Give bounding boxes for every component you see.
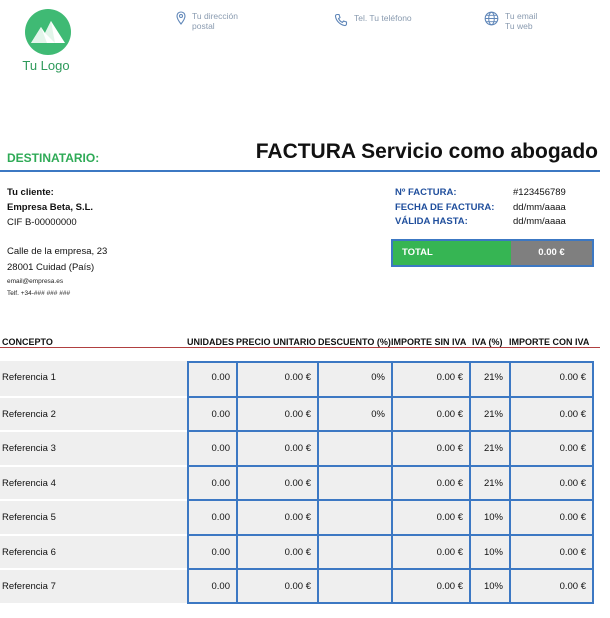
cell-descuento: 0% — [371, 408, 385, 420]
cell-descuento — [319, 570, 391, 603]
table-row — [0, 534, 594, 569]
total-box — [391, 239, 594, 267]
cell-iva: 21% — [483, 408, 503, 420]
client-company: Empresa Beta, S.L. — [7, 202, 94, 213]
header-importe-con-iva: IMPORTE CON IVA — [509, 337, 590, 347]
phone-block — [334, 13, 412, 27]
row-separator — [188, 534, 594, 536]
cell-iva: 10% — [483, 512, 503, 523]
web-text: Tu web — [505, 21, 533, 31]
cell-precio: 0.00 € — [284, 372, 311, 383]
cell-iva: 10% — [483, 581, 503, 592]
cell-concepto: Referencia 4 — [2, 477, 56, 489]
invoice-number: #123456789 — [513, 187, 566, 198]
cell-importe-con-iva: 0.00 € — [559, 512, 586, 523]
cell-importe-con-iva: 0.00 € — [559, 443, 586, 454]
header-unidades: UNIDADES — [187, 337, 235, 347]
client-cif: CIF B-00000000 — [7, 217, 77, 228]
cell-importe-con-iva: 0.00 € — [559, 477, 586, 489]
cell-precio: 0.00 € — [284, 408, 311, 420]
cell-concepto: Referencia 7 — [2, 581, 56, 592]
client-contact — [7, 276, 70, 300]
invoice-meta — [395, 186, 566, 230]
header-iva: IVA (%) — [472, 337, 503, 347]
globe-icon — [484, 11, 499, 26]
header-importe-sin-iva: IMPORTE SIN IVA — [391, 337, 467, 347]
address-block — [176, 11, 238, 31]
cell-precio: 0.00 € — [284, 477, 311, 489]
invoice-number-row — [395, 186, 566, 201]
cell-concepto: Referencia 1 — [2, 372, 56, 383]
row-separator — [188, 568, 594, 570]
cell-unidades: 0.00 — [211, 477, 230, 489]
recipient-label: DESTINATARIO: — [7, 151, 100, 165]
total-value: 0.00 € — [511, 241, 592, 265]
table-row — [0, 499, 594, 534]
cell-precio: 0.00 € — [284, 443, 311, 454]
invoice-number-label: Nº FACTURA: — [395, 187, 457, 198]
mountain-logo-icon — [25, 9, 71, 55]
table-row — [0, 568, 594, 603]
cell-unidades: 0.00 — [211, 372, 230, 383]
table-row — [0, 396, 594, 431]
logo-text: Tu Logo — [22, 58, 70, 73]
title-divider — [0, 170, 600, 172]
cell-descuento — [319, 432, 391, 465]
cell-importe-sin-iva: 0.00 € — [436, 581, 463, 592]
cell-importe-con-iva: 0.00 € — [559, 546, 586, 558]
cell-concepto: Referencia 6 — [2, 546, 56, 558]
cell-importe-sin-iva: 0.00 € — [436, 372, 463, 383]
email-text: Tu email — [505, 11, 538, 21]
cell-unidades: 0.00 — [211, 546, 230, 558]
client-street: Calle de la empresa, 23 — [7, 246, 108, 257]
invoice-valid-row — [395, 215, 566, 230]
cell-importe-sin-iva: 0.00 € — [436, 512, 463, 523]
client-phone: Telf. +34-### ### ### — [7, 290, 71, 297]
table-row — [0, 465, 594, 500]
cell-unidades: 0.00 — [211, 408, 230, 420]
client-address — [7, 244, 107, 276]
cell-descuento — [319, 501, 391, 534]
cell-descuento — [319, 467, 391, 500]
cell-descuento: 0% — [371, 372, 385, 383]
cell-importe-con-iva: 0.00 € — [559, 372, 586, 383]
invoice-date-row — [395, 201, 566, 216]
company-logo — [22, 9, 74, 73]
cell-concepto: Referencia 2 — [2, 408, 56, 420]
header-divider — [0, 347, 600, 348]
row-separator — [188, 361, 594, 363]
cell-unidades: 0.00 — [211, 443, 230, 454]
row-separator — [188, 602, 594, 604]
cell-precio: 0.00 € — [284, 546, 311, 558]
total-label: TOTAL — [393, 241, 511, 265]
cell-concepto: Referencia 3 — [2, 443, 56, 454]
cell-unidades: 0.00 — [211, 581, 230, 592]
client-block — [7, 185, 93, 230]
cell-precio: 0.00 € — [284, 581, 311, 592]
row-separator — [188, 430, 594, 432]
invoice-valid: dd/mm/aaaa — [513, 216, 566, 227]
cell-importe-sin-iva: 0.00 € — [436, 477, 463, 489]
header-concepto: CONCEPTO — [2, 337, 53, 347]
table-row — [0, 361, 594, 396]
cell-importe-sin-iva: 0.00 € — [436, 546, 463, 558]
client-heading: Tu cliente: — [7, 187, 54, 198]
invoice-valid-label: VÁLIDA HASTA: — [395, 216, 468, 227]
phone-icon — [334, 13, 348, 27]
cell-precio: 0.00 € — [284, 512, 311, 523]
table-row — [0, 430, 594, 465]
phone-text: Tel. Tu teléfono — [354, 13, 412, 23]
cell-iva: 21% — [483, 443, 503, 454]
cell-iva: 21% — [483, 372, 503, 383]
cell-concepto: Referencia 5 — [2, 512, 56, 523]
invoice-title: FACTURA Servicio como abogado — [255, 140, 598, 163]
location-pin-icon — [176, 11, 186, 25]
invoice-date: dd/mm/aaaa — [513, 201, 566, 213]
cell-importe-sin-iva: 0.00 € — [436, 443, 463, 454]
web-block — [484, 11, 537, 31]
row-separator — [188, 499, 594, 501]
address-line-2: postal — [192, 21, 215, 31]
cell-importe-con-iva: 0.00 € — [559, 581, 586, 592]
row-separator — [188, 465, 594, 467]
header-precio: PRECIO UNITARIO — [236, 337, 316, 347]
cell-importe-sin-iva: 0.00 € — [436, 408, 463, 420]
cell-iva: 10% — [483, 546, 503, 558]
header-descuento: DESCUENTO (%) — [318, 337, 391, 347]
cell-descuento — [319, 536, 391, 569]
cell-iva: 21% — [483, 477, 503, 489]
client-email: email@empresa.es — [7, 278, 64, 285]
cell-importe-con-iva: 0.00 € — [559, 408, 586, 420]
cell-unidades: 0.00 — [211, 512, 230, 523]
client-city: 28001 Cuidad (País) — [7, 262, 95, 273]
invoice-date-label: FECHA DE FACTURA: — [395, 201, 495, 213]
address-line-1: Tu dirección — [192, 11, 238, 21]
row-separator — [188, 396, 594, 398]
